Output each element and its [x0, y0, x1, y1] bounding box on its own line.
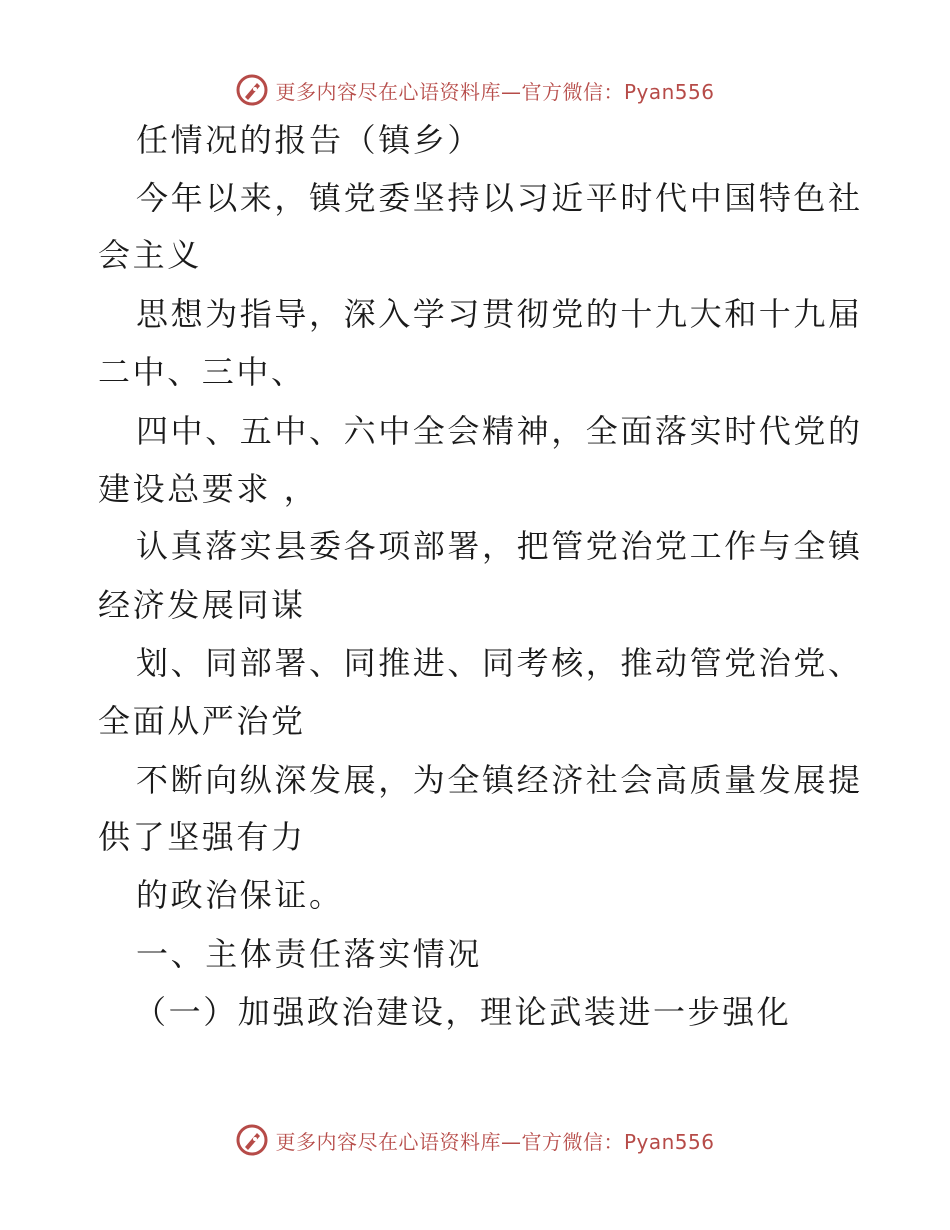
text-line: 今年以来，镇党委坚持以习近平时代中国特色社 [136, 179, 863, 217]
text-line: 全面从严治党 [98, 702, 306, 740]
text-line: 供了坚强有力 [98, 818, 306, 856]
text-line: 会主义 [98, 236, 202, 274]
text-line: 认真落实县委各项部署，把管党治党工作与全镇 [136, 527, 863, 565]
text-line: 二中、三中、 [98, 353, 306, 391]
watermark-text: 更多内容尽在心语资料库—官方微信：Pyan556 [275, 1129, 715, 1154]
header-watermark-banner [0, 70, 950, 110]
subsection-heading: （一）加强政治建设，理论武装进一步强化 [134, 993, 792, 1031]
text-line: 经济发展同谋 [98, 586, 306, 624]
text-line: 不断向纵深发展，为全镇经济社会高质量发展提 [136, 761, 863, 799]
pen-nib-logo-icon [235, 1123, 269, 1157]
footer-watermark-banner [0, 1120, 950, 1160]
text-line: 建设总要求 ， [98, 470, 319, 508]
text-line: 四中、五中、六中全会精神，全面落实时代党的 [136, 412, 863, 450]
text-line: 任情况的报告（镇乡） [136, 121, 483, 159]
section-heading: 一、主体责任落实情况 [136, 935, 483, 973]
pen-nib-logo-icon [235, 73, 269, 107]
text-line: 的政治保证。 [136, 876, 344, 914]
text-line: 思想为指导，深入学习贯彻党的十九大和十九届 [136, 295, 863, 333]
text-line: 划、同部署、同推进、同考核，推动管党治党、 [136, 644, 863, 682]
watermark-text: 更多内容尽在心语资料库—官方微信：Pyan556 [275, 79, 715, 104]
